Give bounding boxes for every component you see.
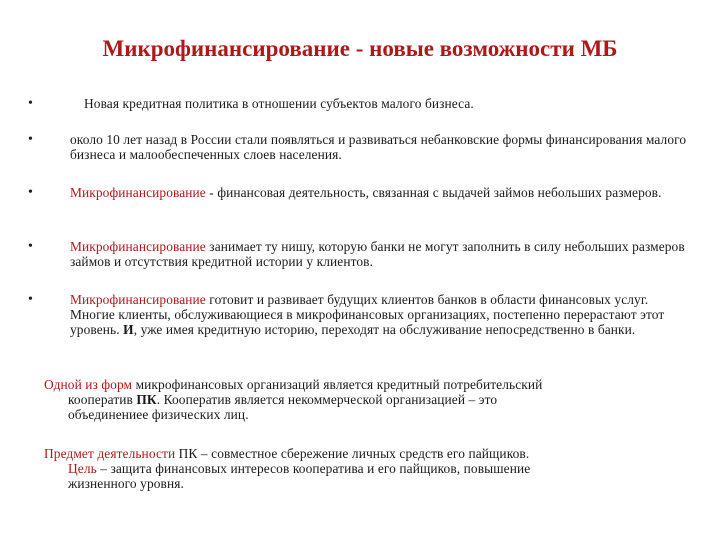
bullet-marker: •: [28, 292, 33, 307]
bullet-text: - финансовая деятельность, связанная с выдачей займов небольших размеров.: [205, 185, 662, 200]
bullet-marker: •: [28, 96, 33, 111]
para-bold: ПК: [136, 392, 157, 407]
para-lead: Предмет деятельности: [44, 446, 176, 461]
bullet-lead: Микрофинансирование: [70, 292, 206, 307]
para-line: жизненного уровня.: [68, 476, 184, 491]
para-text: . Кооператив является некоммерческой организацией – это: [156, 392, 498, 407]
bullet-text: готовит и развивает будущих клиентов банков в области финансовых услуг. Многие клиенты, обслуживающиеся в микрофинансовых организациях, постепенно перерастают этот уровень.: [70, 292, 665, 337]
bullet-text: занимает ту нишу, которую банки не могут заполнить в силу небольших размеров займов и отсутствия кредитной истории у клиентов.: [70, 239, 685, 269]
bullet-lead: Микрофинансирование: [70, 185, 206, 200]
bullet-text: около 10 лет назад в России стали появляться и развиваться небанковские формы финансирования малого бизнеса и малообеспеченных слоев населения.: [70, 132, 687, 162]
para-line: [44, 392, 694, 407]
bullet-text: Новая кредитная политика в отношении субъектов малого бизнеса.: [84, 96, 474, 111]
page-title: Микрофинансирование - новые возможности МБ: [102, 36, 618, 61]
para-lead: Одной из форм: [44, 377, 133, 392]
para-line: микрофинансовых организаций является кредитный потребительский: [132, 377, 543, 392]
paragraph-cooperative: [44, 377, 694, 422]
para-line: объединениее физических лиц.: [68, 407, 249, 422]
bullet-tail: , уже имея кредитную историю, переходят на обслуживание непосредственно в банки.: [133, 322, 636, 337]
bullet-item-1: [84, 96, 710, 111]
bullet-item-4: [70, 239, 696, 269]
para-text: – защита финансовых интересов кооператива и его пайщиков, повышение: [96, 461, 531, 476]
para-lead: Цель: [68, 461, 97, 476]
bullet-marker: •: [28, 239, 33, 254]
bullet-marker: •: [28, 132, 33, 147]
bullet-item-5: [70, 292, 696, 337]
bullet-item-3: [70, 185, 696, 200]
bullet-bold: И: [123, 322, 134, 337]
para-line: [44, 461, 694, 476]
para-line: ПК – совместное сбережение личных средств его пайщиков.: [175, 446, 530, 461]
paragraph-activity: [44, 446, 694, 491]
bullet-lead: Микрофинансирование: [70, 239, 206, 254]
para-text: кооператив: [68, 392, 137, 407]
bullet-item-2: [70, 132, 696, 162]
bullet-marker: •: [28, 185, 33, 200]
